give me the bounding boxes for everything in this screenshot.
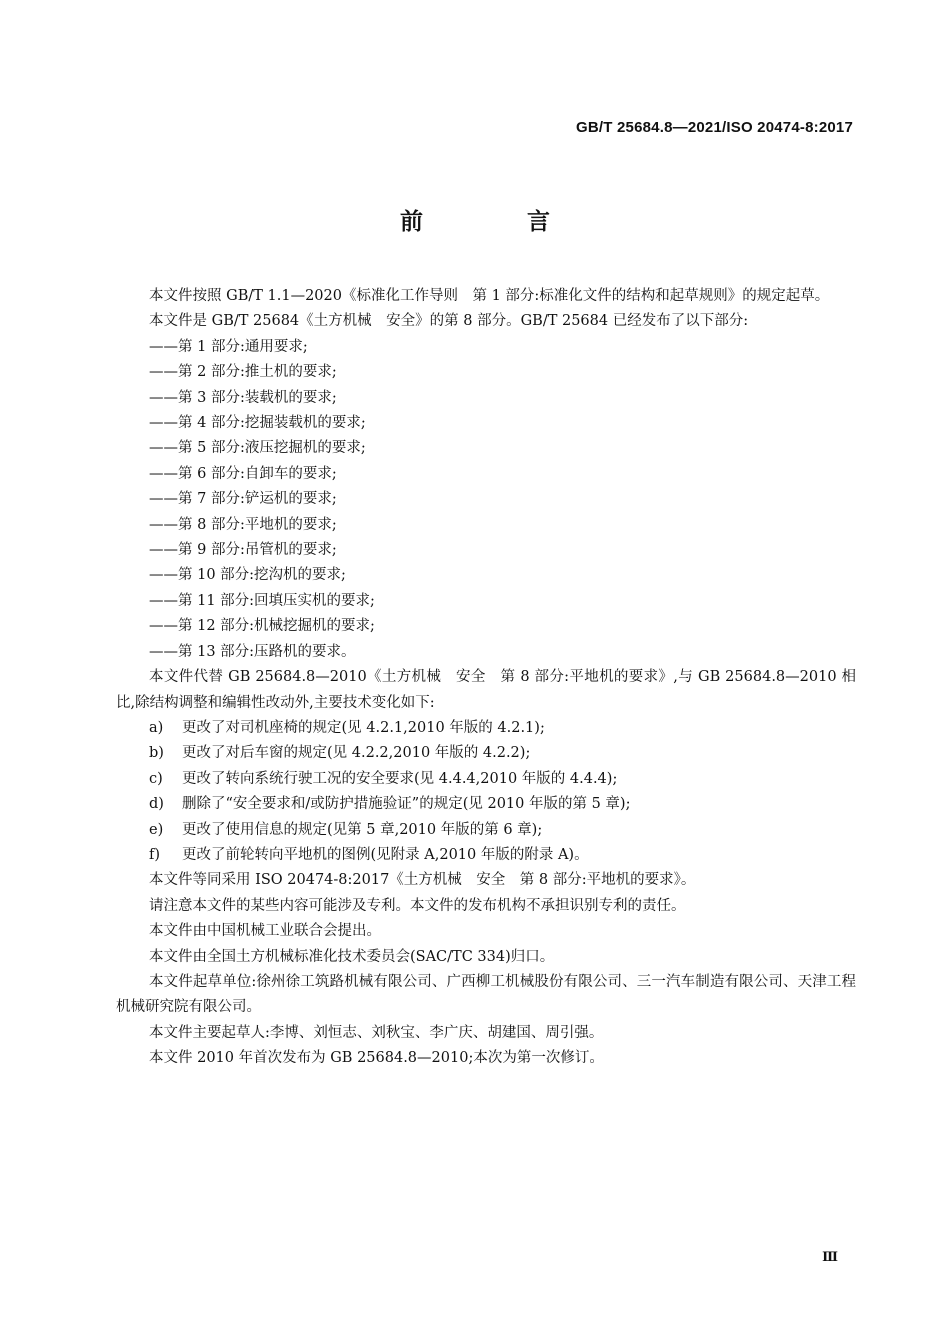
change-text: 更改了转向系统行驶工况的安全要求(见 4.4.4,2010 年版的 4.4.4); [182, 770, 618, 787]
part-list-item: ——第 3 部分:装载机的要求; [149, 389, 337, 406]
change-item [116, 741, 856, 766]
change-text: 删除了“安全要求和/或防护措施验证”的规定(见 2010 年版的第 5 章); [182, 796, 631, 813]
closing-paragraph: 请注意本文件的某些内容可能涉及专利。本文件的发布机构不承担识别专利的责任。 [149, 897, 686, 914]
part-list-item: ——第 7 部分:铲运机的要求; [149, 491, 337, 508]
closing-paragraph: 本文件主要起草人:李博、刘恒志、刘秋宝、李广庆、胡建国、周引强。 [149, 1024, 604, 1041]
closing-paragraph: 本文件等同采用 ISO 20474-8:2017《土方机械 安全 第 8 部分:平地机的要求》。 [149, 872, 696, 889]
page-title: 前 言 [399, 209, 598, 235]
document-body [116, 284, 856, 1072]
closing-paragraph: 本文件 2010 年首次发布为 GB 25684.8—2010;本次为第一次修订。 [149, 1050, 604, 1067]
intro-paragraph: 本文件是 GB/T 25684《土方机械 安全》的第 8 部分。GB/T 25684 已经发布了以下部分: [149, 313, 749, 330]
change-label: f) [149, 846, 161, 863]
part-list-item: ——第 11 部分:回填压实机的要求; [149, 592, 375, 609]
change-item [116, 716, 856, 741]
part-list-item: ——第 4 部分:挖掘装载机的要求; [149, 415, 366, 432]
closing-paragraph: 本文件由全国土方机械标准化技术委员会(SAC/TC 334)归口。 [149, 948, 555, 965]
part-list-item: ——第 13 部分:压路机的要求。 [149, 643, 356, 660]
change-label: a) [149, 719, 164, 736]
change-text: 更改了前轮转向平地机的图例(见附录 A,2010 年版的附录 A)。 [182, 846, 589, 863]
part-list-item: ——第 5 部分:液压挖掘机的要求; [149, 440, 366, 457]
change-item [116, 843, 856, 868]
part-list-item: ——第 12 部分:机械挖掘机的要求; [149, 618, 375, 635]
standard-code-header: GB/T 25684.8—2021/ISO 20474-8:2017 [576, 119, 853, 136]
change-item [116, 818, 856, 843]
part-list-item: ——第 9 部分:吊管机的要求; [149, 542, 337, 559]
page-number: Ⅲ [822, 1250, 838, 1265]
change-text: 更改了对司机座椅的规定(见 4.2.1,2010 年版的 4.2.1); [182, 719, 545, 736]
intro-paragraph: 本文件按照 GB/T 1.1—2020《标准化工作导则 第 1 部分:标准化文件的结构和起草规则》的规定起草。 [149, 288, 830, 304]
change-label: e) [149, 821, 164, 838]
closing-paragraph: 本文件由中国机械工业联合会提出。 [149, 923, 381, 940]
change-label: d) [149, 796, 164, 813]
closing-paragraph: 本文件起草单位:徐州徐工筑路机械有限公司、广西柳工机械股份有限公司、三一汽车制造有限公司、天津工程机械研究院有限公司。 [116, 973, 856, 1016]
change-item [116, 767, 856, 792]
part-list-item: ——第 6 部分:自卸车的要求; [149, 465, 337, 482]
change-label: c) [149, 770, 163, 787]
replacement-paragraph: 本文件代替 GB 25684.8—2010《土方机械 安全 第 8 部分:平地机的要求》,与 GB 25684.8—2010 相比,除结构调整和编辑性改动外,主要技术变化如下: [116, 669, 856, 711]
change-text: 更改了对后车窗的规定(见 4.2.2,2010 年版的 4.2.2); [182, 745, 531, 762]
part-list-item: ——第 10 部分:挖沟机的要求; [149, 567, 346, 584]
part-list-item: ——第 8 部分:平地机的要求; [149, 516, 337, 533]
part-list-item: ——第 1 部分:通用要求; [149, 338, 308, 355]
change-text: 更改了使用信息的规定(见第 5 章,2010 年版的第 6 章); [182, 821, 543, 838]
change-label: b) [149, 745, 164, 762]
part-list-item: ——第 2 部分:推土机的要求; [149, 364, 337, 381]
change-item [116, 792, 856, 817]
